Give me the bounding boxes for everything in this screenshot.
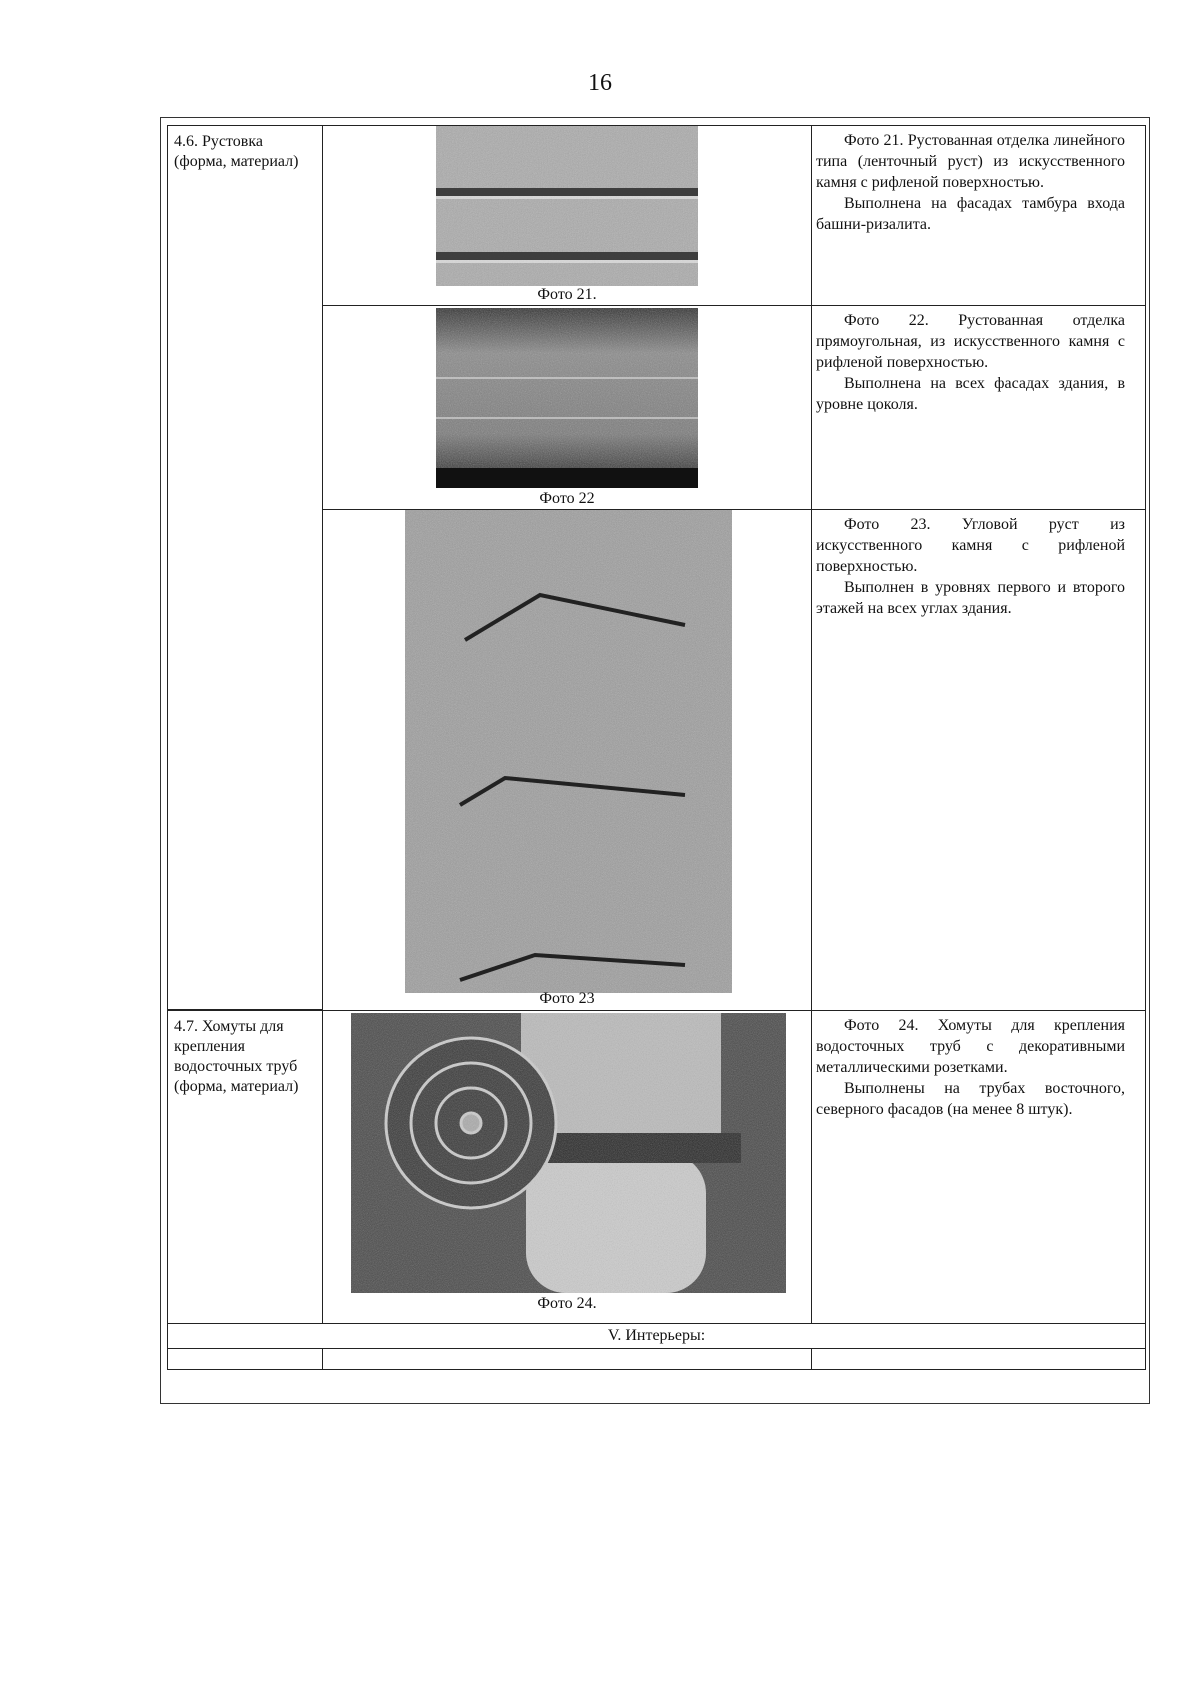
document-table (160, 117, 1150, 1404)
photo-22-description (811, 305, 1146, 510)
photo-24-description-p2: Выполнены на трубах восточного, северного фасадов (на менее 8 штук). (816, 1080, 1125, 1118)
photo-cell-24 (322, 1010, 812, 1324)
photo-21-description-p2: Выполнена на фасадах тамбура входа башни-ризалита. (816, 195, 1125, 233)
photo-22-image (436, 308, 698, 488)
row-label-rustovka: 4.6. Рустовка (форма, материал) (167, 125, 323, 1010)
photo-23-description-p1: Фото 23. Угловой руст из искусственного камня с рифленой поверхностью. (816, 516, 1125, 575)
section-heading: V. Интерьеры: (607, 1327, 706, 1344)
photo-cell-21 (322, 125, 812, 306)
photo-21-description-p1: Фото 21. Рустованная отделка линейного типа (ленточный руст) из искусственного камня с рифленой поверхностью. (816, 132, 1125, 191)
photo-22-caption: Фото 22 (539, 490, 595, 507)
photo-24-caption: Фото 24. (537, 1295, 597, 1312)
photo-24-image (351, 1013, 786, 1293)
photo-24-description (811, 1010, 1146, 1324)
photo-21-description (811, 125, 1146, 306)
photo-24-description-p1: Фото 24. Хомуты для крепления водосточных труб с декоративными металлическими розетками. (816, 1017, 1125, 1076)
photo-cell-23 (322, 509, 812, 1011)
photo-21-caption: Фото 21. (537, 286, 597, 303)
photo-23-caption: Фото 23 (539, 990, 595, 1007)
photo-23-image (405, 510, 732, 993)
photo-21-image (436, 126, 698, 286)
empty-cell-1 (167, 1348, 323, 1370)
photo-cell-22 (322, 305, 812, 510)
empty-cell-3 (811, 1348, 1146, 1370)
photo-23-description (811, 509, 1146, 1011)
photo-23-description-p2: Выполнен в уровнях первого и второго этажей на всех углах здания. (816, 579, 1125, 617)
row-label-khomuty: 4.7. Хомуты для крепления водосточных труб (форма, материал) (167, 1010, 323, 1324)
photo-22-description-p1: Фото 22. Рустованная отделка прямоугольная, из искусственного камня с рифленой поверхностью. (816, 312, 1125, 371)
page-number: 16 (588, 70, 612, 96)
empty-cell-2 (322, 1348, 812, 1370)
photo-22-description-p2: Выполнена на всех фасадах здания, в уровне цоколя. (816, 375, 1125, 413)
section-heading-row (167, 1323, 1146, 1349)
